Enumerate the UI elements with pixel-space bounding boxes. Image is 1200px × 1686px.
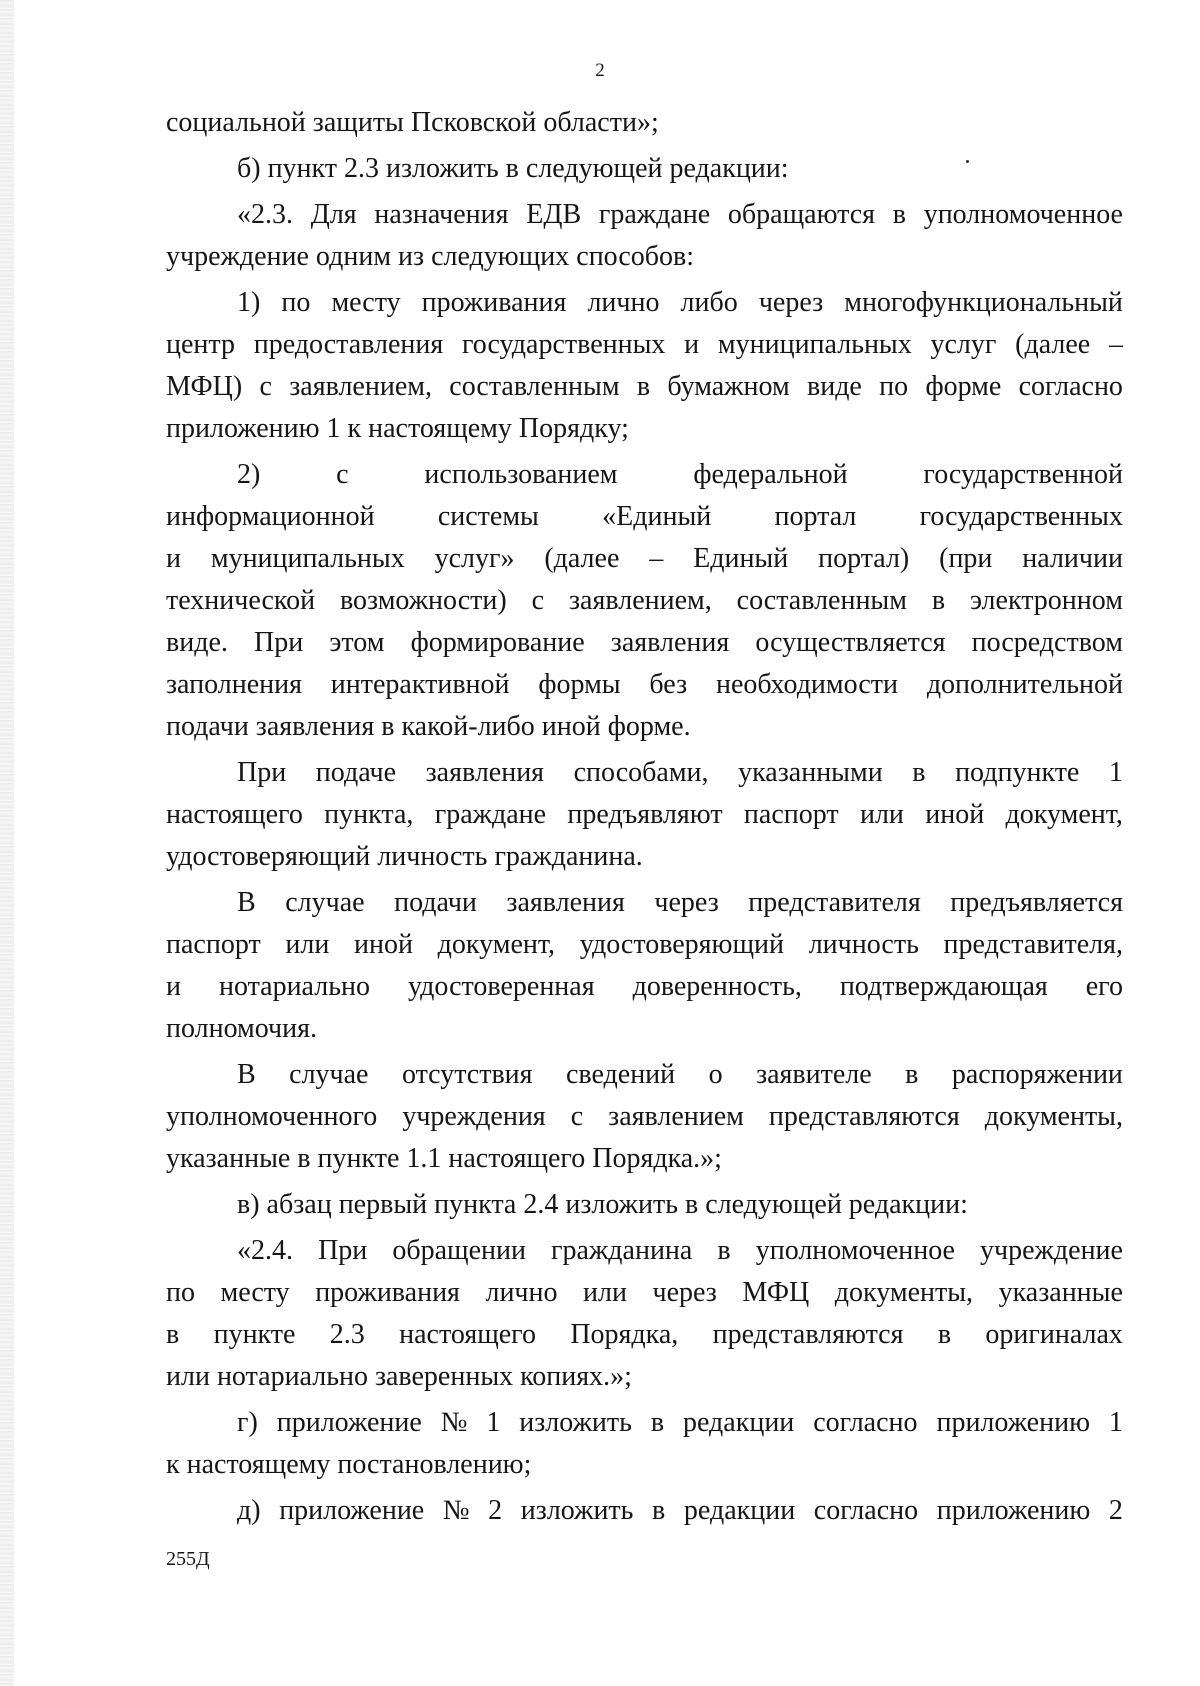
text-line: паспорт или иной документ, удостоверяющий личность представителя, [166,929,1123,960]
text-line: технической возможности) с заявлением, составленным в электронном [166,585,1123,616]
text-line: «2.4. При обращении гражданина в уполномоченное учреждение [237,1235,1123,1266]
text-line: центр предоставления государственных и муниципальных услуг (далее – [166,329,1123,360]
text-line: «2.3. Для назначения ЕДВ граждане обращаются в уполномоченное [237,199,1123,230]
page-number: 2 [595,60,605,81]
scan-edge [0,0,14,1686]
text-line: уполномоченного учреждения с заявлением представляются документы, [166,1101,1123,1132]
text-line: 2) с использованием федеральной государственной [237,459,1123,490]
text-line: информационной системы «Единый портал государственных [166,501,1123,532]
text-line: В случае отсутствия сведений о заявителе в распоряжении [237,1059,1123,1090]
text-line: по месту проживания лично или через МФЦ документы, указанные [166,1277,1123,1308]
document-body [166,102,1123,1532]
text-line: указанные в пункте 1.1 настоящего Порядка.»; [166,1143,722,1174]
text-line: МФЦ) с заявлением, составленным в бумажном виде по форме согласно [166,371,1123,402]
text-line: учреждение одним из следующих способов: [166,241,695,272]
text-line: подачи заявления в какой-либо иной форме. [166,711,691,742]
text-line: При подаче заявления способами, указанными в подпункте 1 [237,757,1123,788]
text-line: д) приложение № 2 изложить в редакции согласно приложению 2 [237,1495,1123,1526]
text-line: в) абзац первый пункта 2.4 изложить в следующей редакции: [237,1189,968,1220]
text-line: 1) по месту проживания лично либо через многофункциональный [237,287,1123,318]
text-line: в пункте 2.3 настоящего Порядка, представляются в оригиналах [166,1319,1123,1350]
text-line: или нотариально заверенных копиях.»; [166,1361,632,1392]
text-line: заполнения интерактивной формы без необходимости дополнительной [166,669,1123,700]
text-line: приложению 1 к настоящему Порядку; [166,413,629,444]
text-line: В случае подачи заявления через представителя предъявляется [237,887,1123,918]
text-line: б) пункт 2.3 изложить в следующей редакции: [237,153,789,184]
text-line: социальной защиты Псковской области»; [166,107,659,138]
text-line: настоящего пункта, граждане предъявляют паспорт или иной документ, [166,799,1123,830]
text-line: и муниципальных услуг» (далее – Единый портал) (при наличии [166,543,1123,574]
text-line: полномочия. [166,1013,317,1044]
text-line: виде. При этом формирование заявления осуществляется посредством [166,627,1123,658]
text-line: к настоящему постановлению; [166,1449,532,1480]
text-line: удостоверяющий личность гражданина. [166,841,643,872]
text-line: и нотариально удостоверенная доверенность, подтверждающая его [166,971,1123,1002]
text-line: г) приложение № 1 изложить в редакции согласно приложению 1 [237,1407,1123,1438]
document-code: 255Д [166,1548,210,1570]
